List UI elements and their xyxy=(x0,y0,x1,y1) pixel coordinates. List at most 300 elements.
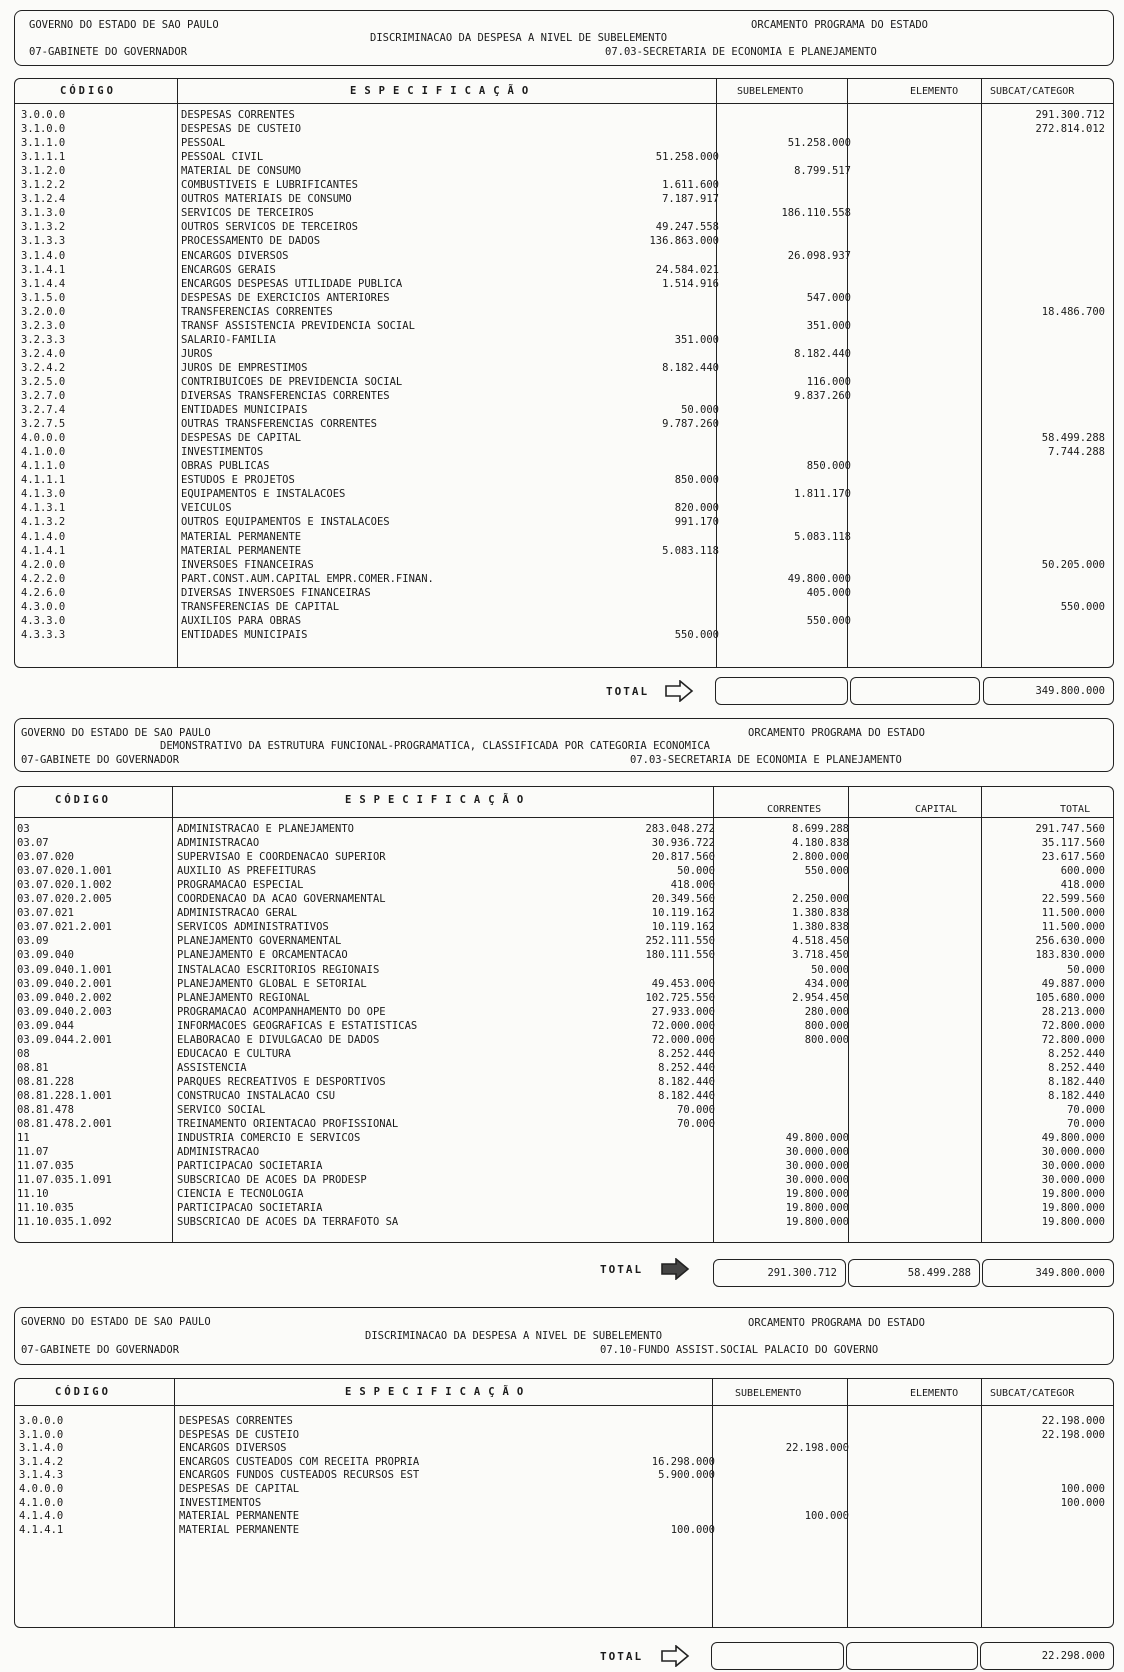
row-code: 3.1.4.2 xyxy=(19,1455,64,1468)
row-value-c1: 7.187.917 xyxy=(662,193,719,206)
row-value-c2: 116.000 xyxy=(806,375,851,388)
row-code: 11.10 xyxy=(17,1188,49,1201)
row-description: INVESTIMENTOS xyxy=(181,446,264,459)
row-code: 3.1.3.2 xyxy=(21,221,66,234)
row-value-c2: 1.380.838 xyxy=(792,921,849,934)
row-code: 08.81.228 xyxy=(17,1075,74,1088)
row-description: PLANEJAMENTO GOVERNAMENTAL xyxy=(177,935,342,948)
row-description: OUTROS SERVICOS DE TERCEIROS xyxy=(181,221,359,234)
section-3-header xyxy=(14,1307,1114,1365)
row-description: COORDENACAO DA ACAO GOVERNAMENTAL xyxy=(177,893,386,906)
row-value-c2: 4.180.838 xyxy=(792,837,849,850)
row-value-c2: 8.799.517 xyxy=(794,165,851,178)
row-value-c2: 100.000 xyxy=(804,1510,849,1523)
row-value-c3: 11.500.000 xyxy=(1041,907,1105,920)
row-value-c2: 1.811.170 xyxy=(794,488,851,501)
header-secretariat: 07.03-SECRETARIA DE ECONOMIA E PLANEJAMENTO xyxy=(605,46,877,58)
row-value-c2: 280.000 xyxy=(804,1005,849,1018)
row-description: ENCARGOS DIVERSOS xyxy=(181,249,289,262)
row-code: 4.1.3.2 xyxy=(21,516,66,529)
row-code: 3.1.4.0 xyxy=(19,1442,64,1455)
row-description: CIENCIA E TECNOLOGIA xyxy=(177,1188,304,1201)
row-value-c3: 8.252.440 xyxy=(1048,1061,1105,1074)
row-value-c3: 100.000 xyxy=(1060,1496,1105,1509)
row-code: 3.2.0.0 xyxy=(21,305,66,318)
row-value-c2: 9.837.260 xyxy=(794,390,851,402)
row-description: SUBSCRICAO DE ACOES DA TERRAFOTO SA xyxy=(177,1216,399,1229)
col-head-especificacao: ESPECIFICAÇÃO xyxy=(345,1386,532,1398)
row-code: 4.1.4.0 xyxy=(21,530,66,543)
row-code: 11.10.035.1.092 xyxy=(17,1216,112,1229)
row-description: SERVICOS ADMINISTRATIVOS xyxy=(177,921,329,934)
row-description: DIVERSAS INVERSOES FINANCEIRAS xyxy=(181,586,371,599)
row-value-c2: 800.000 xyxy=(804,1033,849,1046)
row-value-c1: 8.182.440 xyxy=(658,1089,715,1102)
row-code: 3.1.4.4 xyxy=(21,277,66,290)
row-value-c1: 30.936.722 xyxy=(651,837,715,850)
row-code: 11 xyxy=(17,1132,30,1145)
row-value-c3: 19.800.000 xyxy=(1041,1216,1105,1229)
row-value-c3: 22.198.000 xyxy=(1041,1415,1105,1427)
row-value-c1: 8.182.440 xyxy=(662,361,719,374)
row-value-c3: 23.617.560 xyxy=(1041,851,1105,864)
header-cabinet: 07-GABINETE DO GOVERNADOR xyxy=(21,754,180,766)
row-code: 3.2.7.0 xyxy=(21,390,66,402)
row-value-c3: 72.800.000 xyxy=(1041,1033,1105,1046)
row-value-c1: 10.119.162 xyxy=(651,907,715,920)
row-description: ADMINISTRACAO GERAL xyxy=(177,907,298,920)
row-value-c3: 49.887.000 xyxy=(1041,977,1105,990)
col-head-codigo: CÓDIGO xyxy=(55,1386,111,1398)
row-description: ADMINISTRACAO xyxy=(177,837,260,850)
row-value-c2: 2.250.000 xyxy=(792,893,849,906)
row-code: 3.2.3.3 xyxy=(21,333,66,346)
row-description: MATERIAL PERMANENTE xyxy=(181,544,302,557)
row-description: JUROS xyxy=(181,347,213,360)
row-value-c3: 30.000.000 xyxy=(1041,1160,1105,1173)
row-description: INSTALACAO ESCRITORIOS REGIONAIS xyxy=(177,963,380,976)
row-description: DESPESAS DE CUSTEIO xyxy=(179,1428,300,1441)
row-value-c2: 49.800.000 xyxy=(785,1132,849,1145)
row-code: 03.07.020.2.005 xyxy=(17,893,112,906)
row-description: COMBUSTIVEIS E LUBRIFICANTES xyxy=(181,179,359,192)
row-code: 3.1.4.3 xyxy=(19,1469,64,1482)
row-value-c2: 4.518.450 xyxy=(792,935,849,948)
row-description: DESPESAS DE EXERCICIOS ANTERIORES xyxy=(181,291,390,304)
row-value-c3: 72.800.000 xyxy=(1041,1019,1105,1032)
row-code: 03 xyxy=(17,823,30,835)
row-value-c1: 27.933.000 xyxy=(651,1005,715,1018)
header-government: GOVERNO DO ESTADO DE SAO PAULO xyxy=(21,1316,211,1328)
row-value-c2: 30.000.000 xyxy=(785,1146,849,1159)
row-code: 3.1.1.0 xyxy=(21,137,66,150)
row-code: 3.2.5.0 xyxy=(21,375,66,388)
row-description: ENCARGOS DIVERSOS xyxy=(179,1442,287,1455)
row-description: EDUCACAO E CULTURA xyxy=(177,1047,291,1060)
row-description: PART.CONST.AUM.CAPITAL EMPR.COMER.FINAN. xyxy=(181,572,434,585)
col-head-elemento: ELEMENTO xyxy=(910,1388,959,1399)
row-code: 4.0.0.0 xyxy=(21,432,66,445)
row-value-c2: 8.182.440 xyxy=(794,347,851,360)
row-description: TREINAMENTO ORIENTACAO PROFISSIONAL xyxy=(177,1118,399,1131)
row-description: SUPERVISAO E COORDENACAO SUPERIOR xyxy=(177,851,386,864)
row-value-c3: 70.000 xyxy=(1067,1104,1105,1116)
header-government: GOVERNO DO ESTADO DE SAO PAULO xyxy=(21,727,211,739)
row-description: DESPESAS DE CAPITAL xyxy=(181,432,302,445)
row-code: 4.1.1.1 xyxy=(21,474,66,487)
row-value-c3: 8.182.440 xyxy=(1048,1089,1105,1102)
row-value-c1: 100.000 xyxy=(670,1523,715,1536)
row-value-c1: 8.182.440 xyxy=(658,1075,715,1088)
col-head-correntes: CORRENTES xyxy=(767,804,822,815)
row-value-c1: 50.000 xyxy=(681,404,719,417)
row-value-c3: 30.000.000 xyxy=(1041,1174,1105,1187)
row-value-c1: 20.817.560 xyxy=(651,851,715,864)
col-head-capital: CAPITAL xyxy=(915,804,958,815)
row-code: 4.3.3.3 xyxy=(21,628,66,641)
row-code: 4.2.6.0 xyxy=(21,586,66,599)
row-description: ASSISTENCIA xyxy=(177,1061,247,1074)
row-value-c3: 19.800.000 xyxy=(1041,1202,1105,1215)
row-description: VEICULOS xyxy=(181,502,232,515)
row-value-c1: 102.725.550 xyxy=(645,991,715,1004)
row-code: 3.1.0.0 xyxy=(19,1428,64,1441)
section-1-total-label: TOTAL xyxy=(606,685,650,698)
row-code: 3.1.2.0 xyxy=(21,165,66,178)
row-description: PROGRAMACAO ESPECIAL xyxy=(177,879,304,892)
row-value-c3: 256.630.000 xyxy=(1035,935,1105,948)
row-value-c2: 5.083.118 xyxy=(794,530,851,543)
row-description: PLANEJAMENTO REGIONAL xyxy=(177,991,310,1004)
row-description: PLANEJAMENTO GLOBAL E SETORIAL xyxy=(177,977,367,990)
row-value-c1: 49.247.558 xyxy=(655,221,719,234)
row-description: DESPESAS CORRENTES xyxy=(179,1415,293,1427)
row-value-c2: 51.258.000 xyxy=(787,137,851,150)
row-value-c2: 22.198.000 xyxy=(785,1442,849,1455)
row-value-c3: 8.182.440 xyxy=(1048,1075,1105,1088)
row-value-c2: 351.000 xyxy=(806,319,851,332)
col-head-especificacao: ESPECIFICAÇÃO xyxy=(345,794,532,806)
row-value-c1: 51.258.000 xyxy=(655,151,719,164)
header-secretariat: 07.10-FUNDO ASSIST.SOCIAL PALACIO DO GOVERNO xyxy=(600,1344,879,1356)
row-value-c1: 70.000 xyxy=(677,1118,715,1131)
row-value-c3: 70.000 xyxy=(1067,1118,1105,1131)
row-description: MATERIAL PERMANENTE xyxy=(181,530,302,543)
row-value-c2: 3.718.450 xyxy=(792,949,849,962)
row-code: 4.3.3.0 xyxy=(21,614,66,627)
row-code: 08.81.478.2.001 xyxy=(17,1118,112,1131)
arrow-right-icon xyxy=(660,1645,690,1667)
row-value-c1: 252.111.550 xyxy=(645,935,715,948)
row-description: PARTICIPACAO SOCIETARIA xyxy=(177,1160,323,1173)
row-description: INFORMACOES GEOGRAFICAS E ESTATISTICAS xyxy=(177,1019,418,1032)
row-value-c3: 58.499.288 xyxy=(1041,432,1105,445)
row-value-c2: 800.000 xyxy=(804,1019,849,1032)
row-value-c1: 8.252.440 xyxy=(658,1061,715,1074)
row-description: ADMINISTRACAO xyxy=(177,1146,260,1159)
row-value-c1: 283.048.272 xyxy=(645,823,715,835)
total-value: 349.800.000 xyxy=(1035,685,1105,697)
section-3-table xyxy=(14,1378,1114,1628)
row-value-c2: 550.000 xyxy=(806,614,851,627)
row-description: MATERIAL PERMANENTE xyxy=(179,1523,300,1536)
row-value-c3: 50.000 xyxy=(1067,963,1105,976)
row-value-c3: 30.000.000 xyxy=(1041,1146,1105,1159)
row-description: ADMINISTRACAO E PLANEJAMENTO xyxy=(177,823,355,835)
row-code: 11.07.035.1.091 xyxy=(17,1174,112,1187)
row-code: 03.09.044 xyxy=(17,1019,74,1032)
row-description: AUXILIO AS PREFEITURAS xyxy=(177,865,317,878)
row-code: 03.09.040.1.001 xyxy=(17,963,112,976)
col-head-subcat: SUBCAT/CATEGOR xyxy=(990,86,1075,97)
row-code: 03.09.040.2.001 xyxy=(17,977,112,990)
header-secretariat: 07.03-SECRETARIA DE ECONOMIA E PLANEJAMENTO xyxy=(630,754,902,766)
row-description: SALARIO-FAMILIA xyxy=(181,333,276,346)
row-value-c1: 418.000 xyxy=(670,879,715,892)
row-description: OUTROS MATERIAIS DE CONSUMO xyxy=(181,193,352,206)
row-description: ENTIDADES MUNICIPAIS xyxy=(181,628,308,641)
row-value-c2: 550.000 xyxy=(804,865,849,878)
row-code: 3.1.3.3 xyxy=(21,235,66,248)
row-value-c3: 600.000 xyxy=(1060,865,1105,878)
row-description: ENCARGOS CUSTEADOS COM RECEITA PROPRIA xyxy=(179,1455,420,1468)
row-code: 03.09.040 xyxy=(17,949,74,962)
col-head-especificacao: ESPECIFICAÇÃO xyxy=(350,85,537,97)
row-code: 4.1.3.1 xyxy=(21,502,66,515)
row-value-c2: 19.800.000 xyxy=(785,1216,849,1229)
row-code: 11.07.035 xyxy=(17,1160,74,1173)
header-cabinet: 07-GABINETE DO GOVERNADOR xyxy=(29,46,188,58)
row-value-c2: 850.000 xyxy=(806,460,851,473)
row-value-c2: 30.000.000 xyxy=(785,1160,849,1173)
row-description: CONTRIBUICOES DE PREVIDENCIA SOCIAL xyxy=(181,375,403,388)
row-description: DESPESAS CORRENTES xyxy=(181,109,295,121)
row-code: 3.2.3.0 xyxy=(21,319,66,332)
header-report-title: DISCRIMINACAO DA DESPESA A NIVEL DE SUBELEMENTO xyxy=(370,32,668,44)
header-budget-program: ORCAMENTO PROGRAMA DO ESTADO xyxy=(748,727,926,739)
row-value-c2: 1.380.838 xyxy=(792,907,849,920)
row-description: INVERSOES FINANCEIRAS xyxy=(181,558,314,571)
row-description: OBRAS PUBLICAS xyxy=(181,460,270,473)
row-description: INDUSTRIA COMERCIO E SERVICOS xyxy=(177,1132,361,1145)
row-value-c1: 16.298.000 xyxy=(651,1455,715,1468)
row-code: 3.2.7.4 xyxy=(21,404,66,417)
row-description: DESPESAS DE CAPITAL xyxy=(179,1483,300,1495)
header-report-title: DISCRIMINACAO DA DESPESA A NIVEL DE SUBELEMENTO xyxy=(365,1330,663,1342)
row-code: 3.1.5.0 xyxy=(21,291,66,304)
row-value-c2: 50.000 xyxy=(811,963,849,976)
row-value-c1: 24.584.021 xyxy=(655,263,719,276)
row-code: 3.1.2.4 xyxy=(21,193,66,206)
row-value-c3: 550.000 xyxy=(1060,600,1105,613)
row-code: 3.0.0.0 xyxy=(19,1415,64,1427)
row-value-c2: 30.000.000 xyxy=(785,1174,849,1187)
row-description: MATERIAL PERMANENTE xyxy=(179,1510,300,1523)
row-value-c2: 434.000 xyxy=(804,977,849,990)
row-value-c1: 10.119.162 xyxy=(651,921,715,934)
row-value-c2: 19.800.000 xyxy=(785,1188,849,1201)
row-code: 4.1.3.0 xyxy=(21,488,66,501)
row-value-c3: 291.747.560 xyxy=(1035,823,1105,835)
row-code: 08.81 xyxy=(17,1061,49,1074)
section-3-total-c1 xyxy=(711,1642,844,1670)
row-description: PARTICIPACAO SOCIETARIA xyxy=(177,1202,323,1215)
row-value-c2: 26.098.937 xyxy=(787,249,851,262)
row-description: TRANSFERENCIAS DE CAPITAL xyxy=(181,600,340,613)
row-value-c1: 5.900.000 xyxy=(658,1469,715,1482)
row-description: ENCARGOS GERAIS xyxy=(181,263,276,276)
row-description: PROGRAMACAO ACOMPANHAMENTO DO OPE xyxy=(177,1005,386,1018)
row-value-c1: 72.000.000 xyxy=(651,1033,715,1046)
row-value-c3: 183.830.000 xyxy=(1035,949,1105,962)
row-value-c2: 8.699.288 xyxy=(792,823,849,835)
row-value-c1: 136.863.000 xyxy=(649,235,719,248)
row-description: TRANSFERENCIAS CORRENTES xyxy=(181,305,333,318)
row-code: 03.07.021.2.001 xyxy=(17,921,112,934)
row-value-c2: 547.000 xyxy=(806,291,851,304)
header-report-title: DEMONSTRATIVO DA ESTRUTURA FUNCIONAL-PROGRAMATICA, CLASSIFICADA POR CATEGORIA ECONOMICA xyxy=(160,740,710,752)
row-code: 03.07.020.1.002 xyxy=(17,879,112,892)
row-description: ENCARGOS DESPESAS UTILIDADE PUBLICA xyxy=(181,277,403,290)
row-code: 03.09 xyxy=(17,935,49,948)
row-value-c3: 100.000 xyxy=(1060,1483,1105,1495)
row-code: 11.10.035 xyxy=(17,1202,74,1215)
row-value-c1: 50.000 xyxy=(677,865,715,878)
section-2-total-label: TOTAL xyxy=(600,1263,644,1276)
row-description: PESSOAL xyxy=(181,137,226,150)
total-value: 58.499.288 xyxy=(907,1267,971,1279)
row-value-c1: 351.000 xyxy=(674,333,719,346)
row-value-c1: 20.349.560 xyxy=(651,893,715,906)
row-description: PARQUES RECREATIVOS E DESPORTIVOS xyxy=(177,1075,386,1088)
row-description: OUTROS EQUIPAMENTOS E INSTALACOES xyxy=(181,516,390,529)
row-code: 08 xyxy=(17,1047,30,1060)
header-government: GOVERNO DO ESTADO DE SAO PAULO xyxy=(29,19,219,31)
row-value-c3: 22.198.000 xyxy=(1041,1428,1105,1441)
row-value-c2: 405.000 xyxy=(806,586,851,599)
row-value-c2: 2.954.450 xyxy=(792,991,849,1004)
row-code: 03.09.040.2.003 xyxy=(17,1005,112,1018)
row-value-c1: 49.453.000 xyxy=(651,977,715,990)
row-code: 03.09.040.2.002 xyxy=(17,991,112,1004)
row-value-c1: 1.611.600 xyxy=(662,179,719,192)
row-code: 4.1.4.1 xyxy=(19,1523,64,1536)
total-value: 22.298.000 xyxy=(1041,1650,1105,1662)
row-value-c3: 291.300.712 xyxy=(1035,109,1105,121)
row-code: 3.1.4.0 xyxy=(21,249,66,262)
row-value-c1: 820.000 xyxy=(674,502,719,515)
row-value-c3: 7.744.288 xyxy=(1048,446,1105,459)
row-code: 3.1.2.2 xyxy=(21,179,66,192)
row-description: INVESTIMENTOS xyxy=(179,1496,262,1509)
row-value-c3: 50.205.000 xyxy=(1041,558,1105,571)
row-description: ESTUDOS E PROJETOS xyxy=(181,474,295,487)
row-description: JUROS DE EMPRESTIMOS xyxy=(181,361,308,374)
row-value-c1: 70.000 xyxy=(677,1104,715,1116)
row-value-c1: 5.083.118 xyxy=(662,544,719,557)
row-code: 03.09.044.2.001 xyxy=(17,1033,112,1046)
row-value-c3: 272.814.012 xyxy=(1035,123,1105,136)
row-code: 4.2.0.0 xyxy=(21,558,66,571)
row-description: SERVICO SOCIAL xyxy=(177,1104,266,1116)
row-description: AUXILIOS PARA OBRAS xyxy=(181,614,302,627)
row-description: PESSOAL CIVIL xyxy=(181,151,264,164)
row-value-c3: 49.800.000 xyxy=(1041,1132,1105,1145)
row-description: TRANSF ASSISTENCIA PREVIDENCIA SOCIAL xyxy=(181,319,415,332)
total-value: 349.800.000 xyxy=(1035,1267,1105,1279)
row-description: DIVERSAS TRANSFERENCIAS CORRENTES xyxy=(181,390,390,402)
row-value-c1: 8.252.440 xyxy=(658,1047,715,1060)
row-code: 4.1.4.0 xyxy=(19,1510,64,1523)
row-value-c1: 9.787.260 xyxy=(662,418,719,431)
row-value-c3: 19.800.000 xyxy=(1041,1188,1105,1201)
row-description: PLANEJAMENTO E ORCAMENTACAO xyxy=(177,949,348,962)
row-value-c3: 22.599.560 xyxy=(1041,893,1105,906)
col-head-subelemento: SUBELEMENTO xyxy=(737,86,804,97)
row-value-c3: 35.117.560 xyxy=(1041,837,1105,850)
row-value-c1: 850.000 xyxy=(674,474,719,487)
row-code: 03.07.020 xyxy=(17,851,74,864)
row-description: ELABORACAO E DIVULGACAO DE DADOS xyxy=(177,1033,380,1046)
row-value-c3: 28.213.000 xyxy=(1041,1005,1105,1018)
row-code: 4.1.0.0 xyxy=(19,1496,64,1509)
row-description: OUTRAS TRANSFERENCIAS CORRENTES xyxy=(181,418,377,431)
row-description: MATERIAL DE CONSUMO xyxy=(181,165,302,178)
row-description: SERVICOS DE TERCEIROS xyxy=(181,207,314,220)
row-value-c2: 19.800.000 xyxy=(785,1202,849,1215)
col-head-subelemento: SUBELEMENTO xyxy=(735,1388,802,1399)
row-description: EQUIPAMENTOS E INSTALACOES xyxy=(181,488,346,501)
row-value-c3: 418.000 xyxy=(1060,879,1105,892)
row-code: 4.3.0.0 xyxy=(21,600,66,613)
row-value-c1: 550.000 xyxy=(674,628,719,641)
col-head-total: TOTAL xyxy=(1060,804,1091,815)
row-code: 3.0.0.0 xyxy=(21,109,66,121)
row-code: 3.1.4.1 xyxy=(21,263,66,276)
row-code: 3.1.3.0 xyxy=(21,207,66,220)
row-code: 4.1.1.0 xyxy=(21,460,66,473)
row-value-c1: 72.000.000 xyxy=(651,1019,715,1032)
row-value-c3: 18.486.700 xyxy=(1041,305,1105,318)
row-code: 3.2.7.5 xyxy=(21,418,66,431)
row-description: CONSTRUCAO INSTALACAO CSU xyxy=(177,1089,336,1102)
row-code: 3.1.0.0 xyxy=(21,123,66,136)
row-value-c1: 991.170 xyxy=(674,516,719,529)
header-budget-program: ORCAMENTO PROGRAMA DO ESTADO xyxy=(748,1317,926,1329)
row-value-c2: 49.800.000 xyxy=(787,572,851,585)
row-code: 4.2.2.0 xyxy=(21,572,66,585)
row-value-c2: 2.800.000 xyxy=(792,851,849,864)
row-description: DESPESAS DE CUSTEIO xyxy=(181,123,302,136)
row-code: 4.0.0.0 xyxy=(19,1483,64,1495)
col-head-elemento: ELEMENTO xyxy=(910,86,959,97)
row-code: 08.81.228.1.001 xyxy=(17,1089,112,1102)
row-code: 03.07.020.1.001 xyxy=(17,865,112,878)
header-budget-program: ORCAMENTO PROGRAMA DO ESTADO xyxy=(751,19,929,31)
row-description: ENTIDADES MUNICIPAIS xyxy=(181,404,308,417)
col-head-codigo: CÓDIGO xyxy=(55,794,111,806)
row-value-c1: 1.514.916 xyxy=(662,277,719,290)
row-code: 4.1.0.0 xyxy=(21,446,66,459)
col-head-codigo: CÓDIGO xyxy=(60,85,116,97)
row-code: 3.2.4.2 xyxy=(21,361,66,374)
total-value: 291.300.712 xyxy=(767,1267,837,1279)
row-value-c2: 186.110.558 xyxy=(781,207,851,220)
row-code: 03.07 xyxy=(17,837,49,850)
row-code: 3.2.4.0 xyxy=(21,347,66,360)
row-description: ENCARGOS FUNDOS CUSTEADOS RECURSOS EST xyxy=(179,1469,420,1482)
row-description: PROCESSAMENTO DE DADOS xyxy=(181,235,321,248)
